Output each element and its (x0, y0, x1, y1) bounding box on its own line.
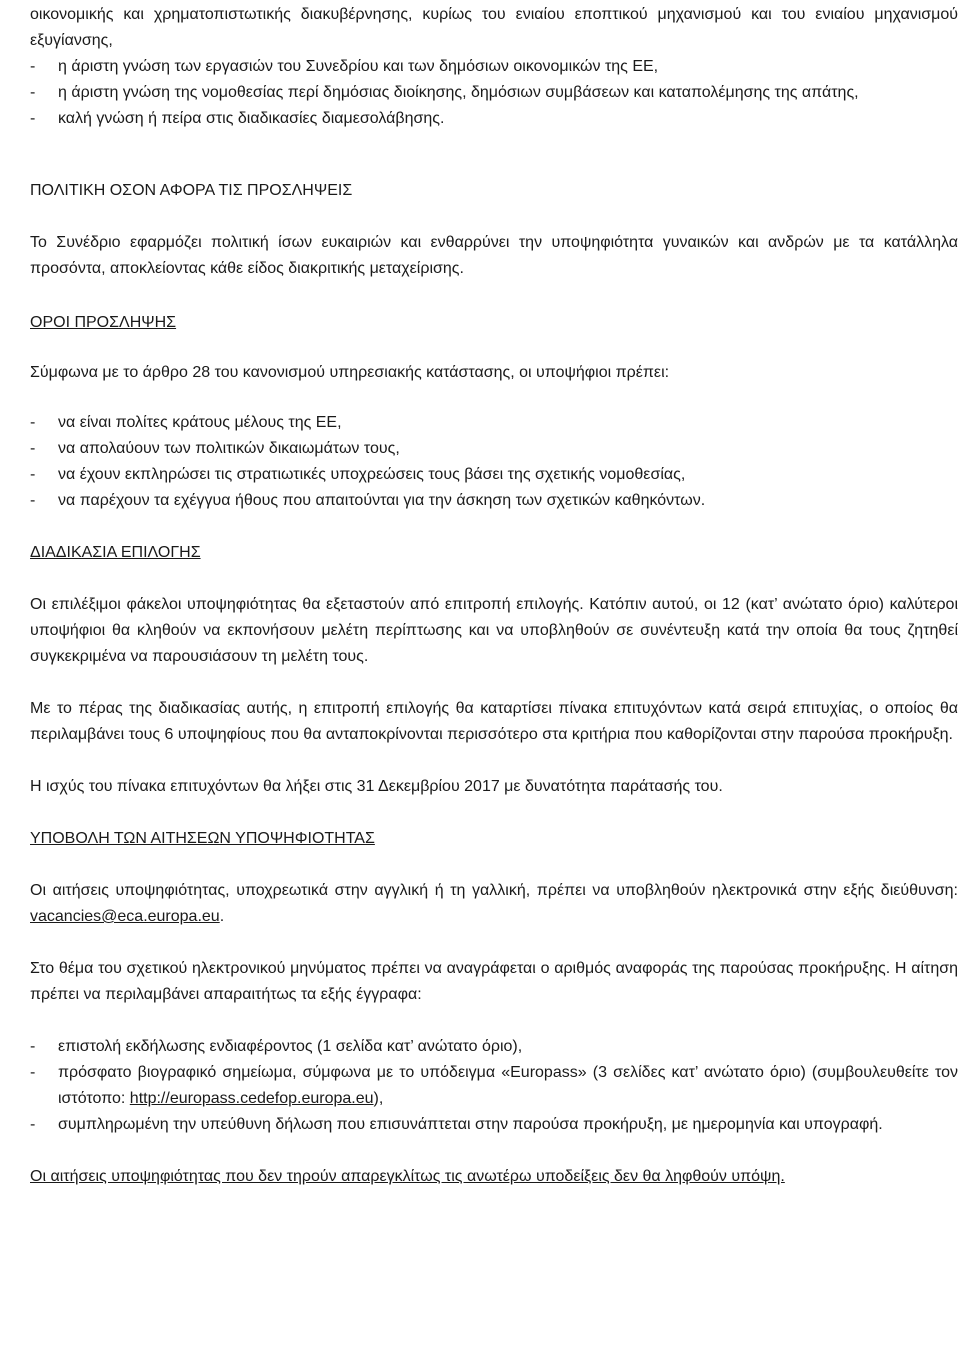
condition-bullet: - να έχουν εκπληρώσει τις στρατιωτικές υποχρεώσεις τους βάσει της σχετικής νομοθεσίας, (30, 466, 686, 483)
final-note: Οι αιτήσεις υποψηφιότητας που δεν τηρούν απαρεγκλίτως τις ανωτέρω υποδείξεις δεν θα ληφθούν υπόψη. (30, 1168, 785, 1185)
hiring-policy-heading: ΠΟΛΙΤΙΚΗ ΟΣΟΝ ΑΦΟΡΑ ΤΙΣ ΠΡΟΣΛΗΨΕΙΣ (30, 182, 353, 199)
selection-paragraph-2: Με το πέρας της διαδικασίας αυτής, η επιτροπή επιλογής θα καταρτίσει πίνακα επιτυχόντων κατά σειρά επιτυχίας, ο οποίος θα περιλαμβάνει τους 6 υποψηφίους που θα ανταποκρίνονται περισσότερο στα κριτήρια που καθορίζονται στην παρούσα προκήρυξη. (30, 700, 958, 743)
submission-paragraph-2: Στο θέμα του σχετικού ηλεκτρονικού μηνύματος πρέπει να αναγράφεται ο αριθμός αναφοράς της παρούσας προκήρυξης. Η αίτηση πρέπει να περιλαμβάνει απαραιτήτως τα εξής έγγραφα: (30, 960, 958, 1003)
intro-continuation: οικονομικής και χρηματοπιστωτικής διακυβέρνησης, κυρίως του ενιαίου εποπτικού μηχανισμού και του ενιαίου μηχανισμού εξυγίανσης, (30, 6, 958, 49)
condition-bullet: - να παρέχουν τα εχέγγυα ήθους που απαιτούνται για την άσκηση των σχετικών καθηκόντων. (30, 492, 706, 509)
document-bullet: - επιστολή εκδήλωσης ενδιαφέροντος (1 σελίδα κατ’ ανώτατο όριο), (30, 1038, 523, 1055)
conditions-intro: Σύμφωνα με το άρθρο 28 του κανονισμού υπηρεσιακής κατάστασης, οι υποψήφιοι πρέπει: (30, 364, 670, 381)
conditions-list (30, 410, 958, 514)
hiring-policy-text: Το Συνέδριο εφαρμόζει πολιτική ίσων ευκαιριών και ενθαρρύνει την υποψηφιότητα γυναικών και ανδρών με τα κατάλληλα προσόντα, αποκλείοντας κάθε είδος διακριτικής μεταχείρισης. (30, 234, 958, 277)
documents-list (30, 1034, 958, 1138)
submission-heading: ΥΠΟΒΟΛΗ ΤΩΝ ΑΙΤΗΣΕΩΝ ΥΠΟΨΗΦΙΟΤΗΤΑΣ (30, 830, 375, 847)
email-link[interactable]: vacancies@eca.europa.eu (30, 908, 220, 925)
selection-paragraph-3: Η ισχύς του πίνακα επιτυχόντων θα λήξει στις 31 Δεκεμβρίου 2017 με δυνατότητα παράτασής του. (30, 778, 723, 795)
document-bullet: - συμπληρωμένη την υπεύθυνη δήλωση που επισυνάπτεται στην παρούσα προκήρυξη, με ημερομηνία και υπογραφή. (30, 1116, 883, 1133)
europass-link[interactable]: http://europass.cedefop.europa.eu (129, 1090, 374, 1107)
submission-paragraph-1: Οι αιτήσεις υποψηφιότητας, υποχρεωτικά στην αγγλική ή τη γαλλική, πρέπει να υποβληθούν ηλεκτρονικά στην εξής διεύθυνση: vacancies@eca.europa.eu. (30, 882, 958, 925)
intro-bullet: - η άριστη γνώση των εργασιών του Συνεδρίου και των δημόσιων οικονομικών της ΕΕ, (30, 58, 659, 75)
selection-paragraph-1: Οι επιλέξιμοι φάκελοι υποψηφιότητας θα εξεταστούν από επιτροπή επιλογής. Κατόπιν αυτού, οι 12 (κατ’ ανώτατο όριο) καλύτεροι υποψήφιοι θα κληθούν να εκπονήσουν μελέτη περίπτωσης και να υποβληθούν σε συνέντευξη κατά την οποία θα τους ζητηθεί συγκεκριμένα να παρουσιάσουν τη μελέτη τους. (30, 596, 958, 665)
condition-bullet: - να είναι πολίτες κράτους μέλους της ΕΕ, (30, 414, 342, 431)
document-body (30, 2, 958, 1190)
selection-heading: ΔΙΑΔΙΚΑΣΙΑ ΕΠΙΛΟΓΗΣ (30, 544, 201, 561)
intro-bullet: - καλή γνώση ή πείρα στις διαδικασίες διαμεσολάβησης. (30, 110, 445, 127)
condition-bullet: - να απολαύουν των πολιτικών δικαιωμάτων τους, (30, 440, 400, 457)
conditions-heading: ΟΡΟΙ ΠΡΟΣΛΗΨΗΣ (30, 314, 177, 331)
document-bullet: - πρόσφατο βιογραφικό σημείωμα, σύμφωνα με το υπόδειγμα «Europass» (3 σελίδες κατ’ ανώτατο όριο) (συμβουλευθείτε τον ιστότοπο: http://europass.cedefop.europa.eu), (30, 1064, 958, 1107)
intro-bullet: - η άριστη γνώση της νομοθεσίας περί δημόσιας διοίκησης, δημόσιων συμβάσεων και καταπολέμησης της απάτης, (30, 84, 859, 101)
